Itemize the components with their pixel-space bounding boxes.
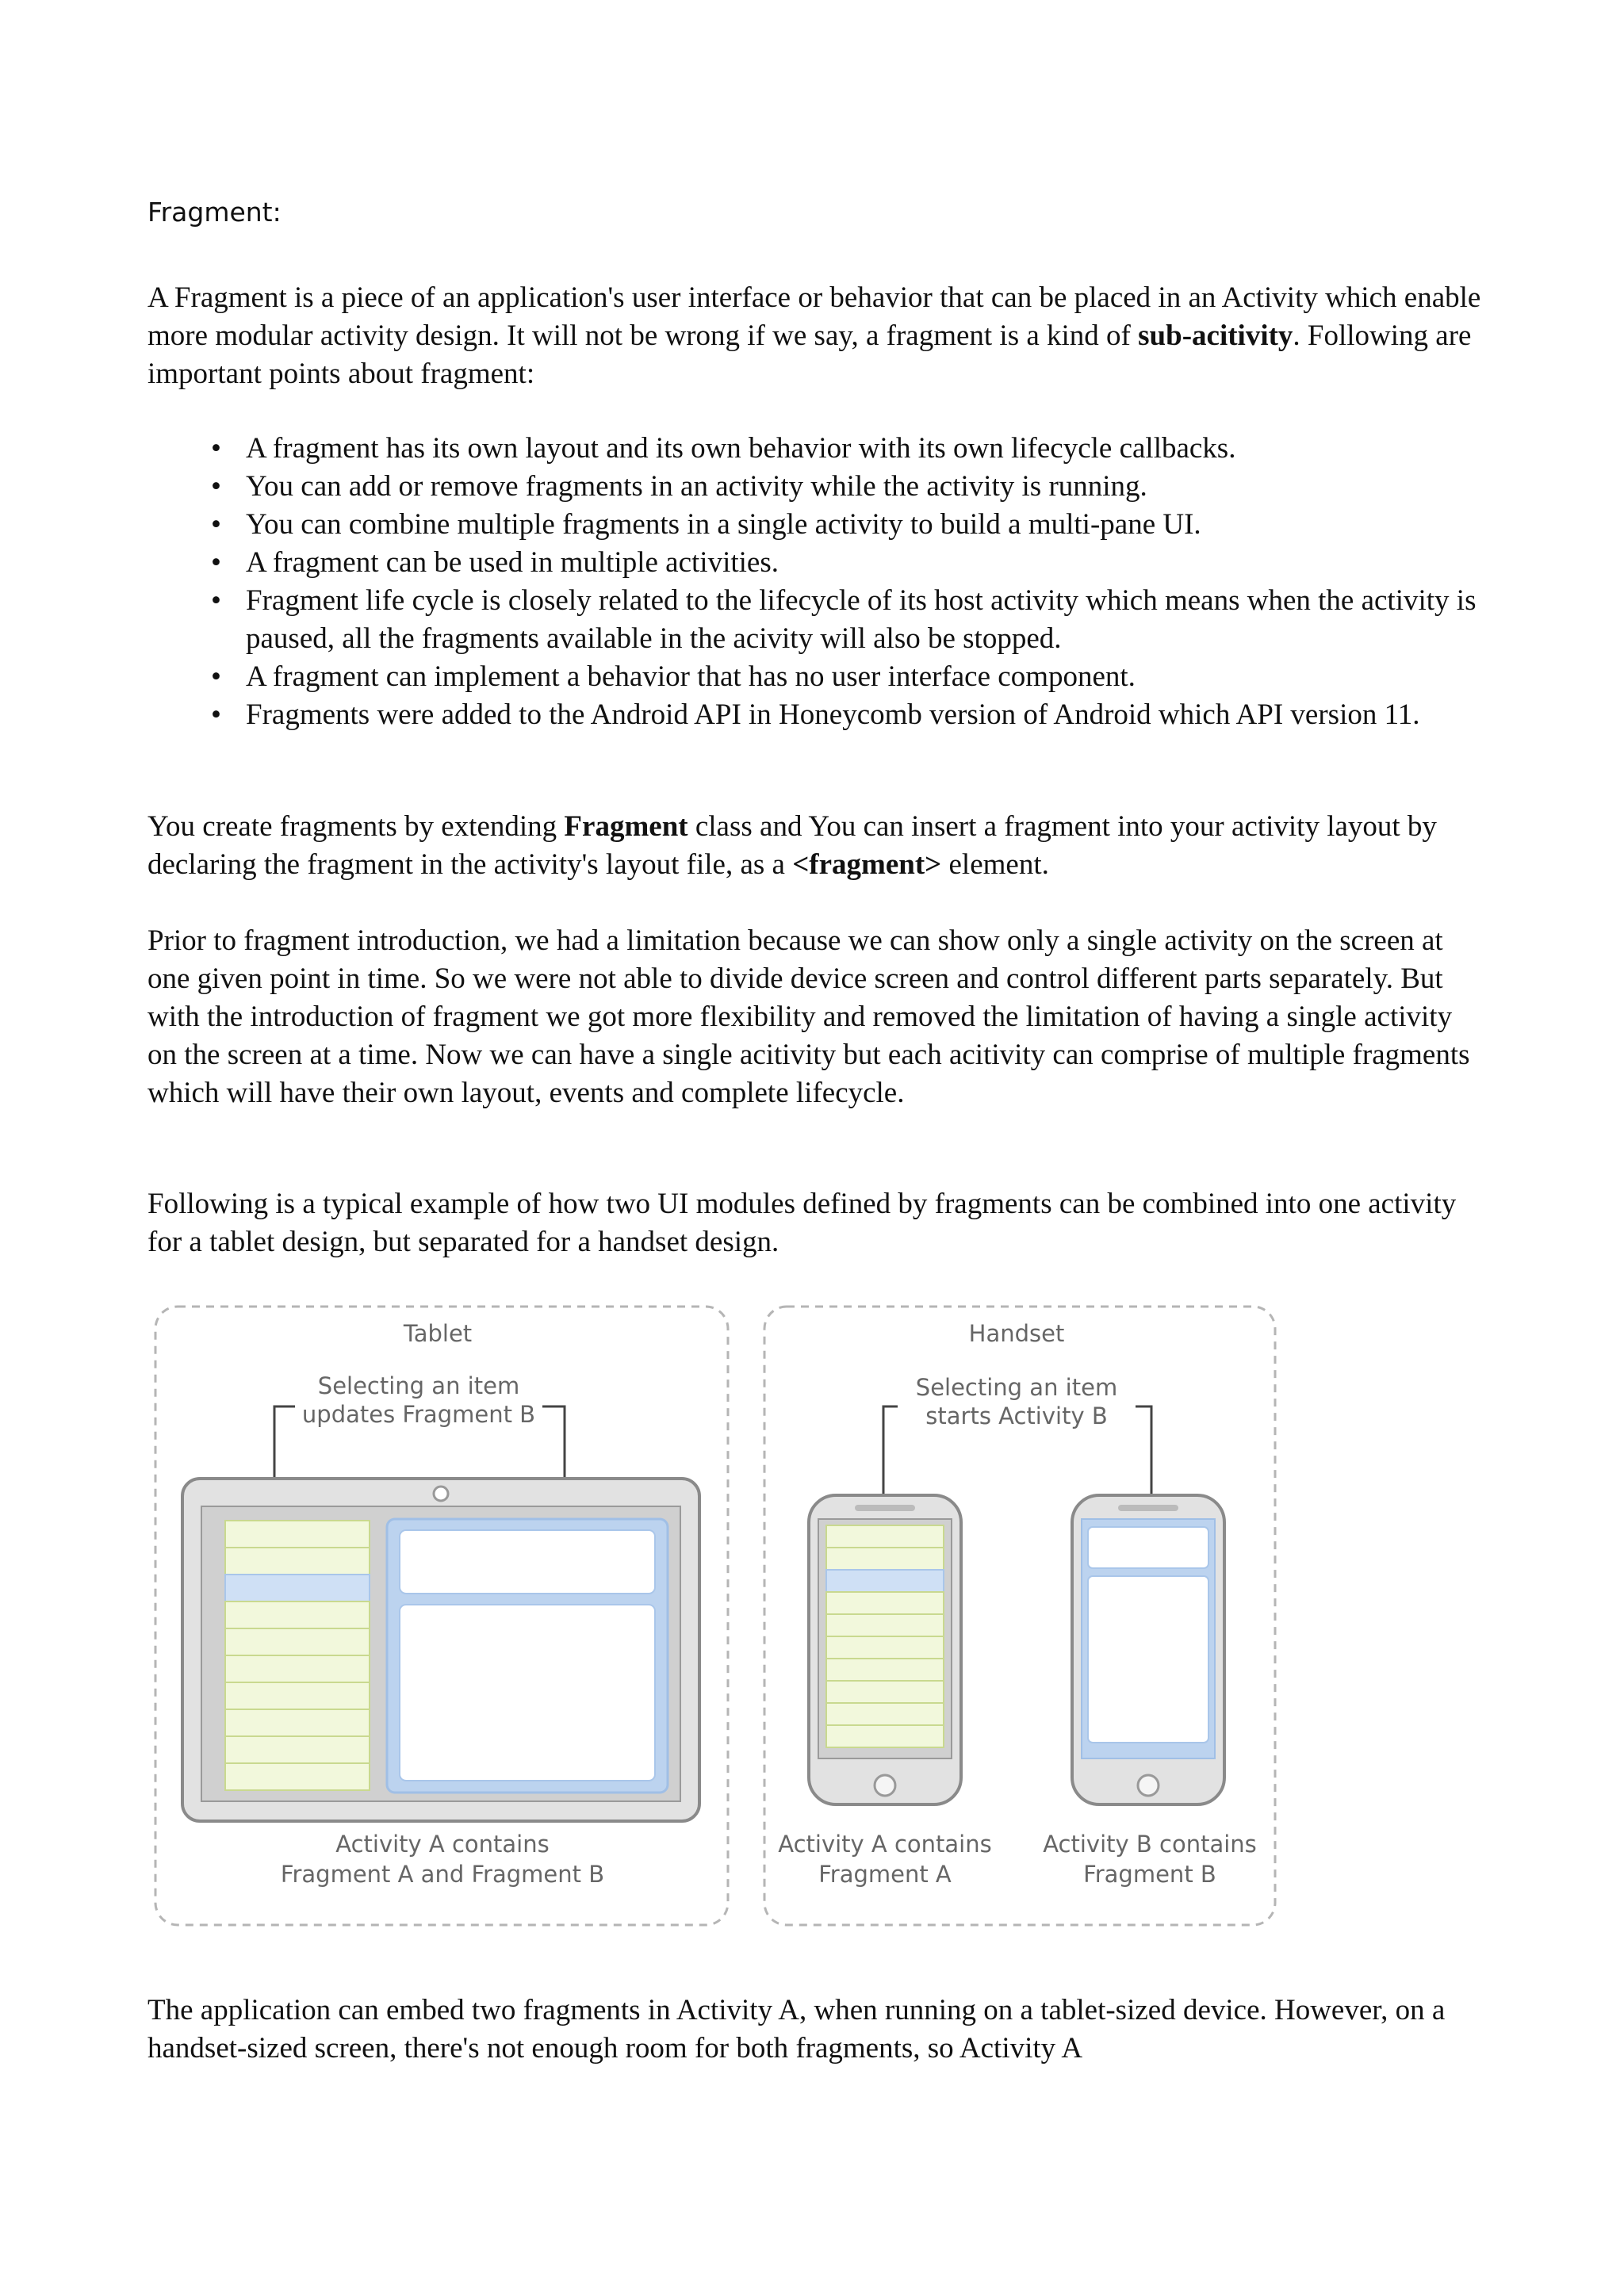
intro-paragraph: [147, 279, 1484, 393]
create-fragments-paragraph: You create fragments by extending Fragment class and You can insert a fragment into your activity layout by declaring the fragment in the activity's layout file, as a <fragment> element.: [147, 810, 1437, 881]
bullet-icon: •: [211, 546, 221, 579]
tablet-handset-diagram: [147, 1300, 1289, 1934]
handset-note-line2: starts Activity B: [925, 1402, 1108, 1429]
tablet-camera-icon: [434, 1487, 448, 1501]
intro-text: A Fragment is a piece of an application's user interface or behavior that can be placed in an Activity which enable more modular activity design. It will not be wrong if we say, a fragment is a kind of: [147, 281, 1481, 352]
phone-b-home-button-icon: [1138, 1775, 1159, 1796]
handset-device-a: [809, 1495, 961, 1804]
list-row: [826, 1681, 944, 1703]
bullet-icon: •: [211, 470, 221, 503]
list-item: • You can combine multiple fragments in a single activity to build a multi-pane UI.: [147, 506, 1484, 544]
tablet-device: [182, 1479, 699, 1821]
fragment-class-term: Fragment: [564, 810, 688, 843]
list-row: [225, 1655, 370, 1682]
tablet-fragment-b-body: [400, 1605, 655, 1781]
list-row-selected: [225, 1575, 370, 1601]
list-row: [225, 1736, 370, 1763]
list-row: [225, 1682, 370, 1709]
phone-b-fragment-b-body: [1088, 1576, 1208, 1743]
list-row: [225, 1763, 370, 1790]
bullet-icon: •: [211, 698, 221, 731]
intro-text-end: . Following are important points about fragment:: [147, 320, 1472, 390]
page-title: Fragment:: [147, 197, 282, 228]
list-row: [826, 1703, 944, 1725]
list-row: [826, 1725, 944, 1747]
list-item: • A fragment has its own layout and its own behavior with its own lifecycle callbacks.: [147, 430, 1484, 468]
fragment-element-term: <fragment>: [792, 848, 942, 881]
closing-paragraph: The application can embed two fragments in Activity A, when running on a tablet-sized device. However, on a handset-sized screen, there's not enough room for both fragments, so Activity A: [147, 1994, 1446, 2064]
handset-title: Handset: [968, 1320, 1065, 1347]
list-row: [225, 1628, 370, 1655]
list-row-selected: [826, 1570, 944, 1592]
phone-a-fragment-a-list: [826, 1525, 944, 1747]
bullet-icon: •: [211, 584, 221, 617]
example-paragraph: Following is a typical example of how two UI modules defined by fragments can be combined into one activity for a tablet design, but separated for a handset design.: [147, 1188, 1457, 1258]
list-item: • A fragment can be used in multiple activities.: [147, 544, 1484, 582]
list-row: [225, 1548, 370, 1575]
phone-b-fragment-b-header: [1088, 1527, 1208, 1568]
list-item: • You can add or remove fragments in an activity while the activity is running.: [147, 468, 1484, 506]
list-item: • A fragment can implement a behavior that has no user interface component.: [147, 658, 1484, 696]
handset-device-b: [1072, 1495, 1224, 1804]
list-row: [826, 1525, 944, 1548]
intro-bold-term: sub-acitivity: [1138, 320, 1293, 352]
list-row: [225, 1601, 370, 1628]
fragment-points-list: [147, 430, 1484, 734]
phone-a-home-button-icon: [875, 1775, 895, 1796]
bullet-icon: •: [211, 432, 221, 465]
phone-a-speaker-icon: [855, 1505, 915, 1511]
list-item: • Fragments were added to the Android API in Honeycomb version of Android which API version 11.: [147, 696, 1484, 734]
list-item: • Fragment life cycle is closely related to the lifecycle of its host activity which means when the activity is paused, all the fragments available in the acivity will also be stopped.: [147, 582, 1484, 658]
prior-paragraph: Prior to fragment introduction, we had a limitation because we can show only a single activity on the screen at one given point in time. So we were not able to divide device screen and control different parts separately. But with the introduction of fragment we got more flexibility and removed the limitation of having a single activity on the screen at a time. Now we can have a single acitivity but each acitivity can comprise of multiple fragments which will have their own layout, events and complete lifecycle.: [147, 924, 1470, 1109]
tablet-fragment-a-list: [225, 1521, 370, 1790]
tablet-note-line2: updates Fragment B: [301, 1401, 536, 1428]
tablet-caption-line1: Activity A contains: [335, 1831, 550, 1858]
handset-a-caption-line1: Activity A contains: [778, 1831, 992, 1858]
list-row: [225, 1709, 370, 1736]
phone-b-speaker-icon: [1118, 1505, 1178, 1511]
tablet-note-line1: Selecting an item: [317, 1372, 520, 1399]
tablet-title: Tablet: [403, 1320, 473, 1347]
list-row: [826, 1592, 944, 1614]
list-row: [225, 1521, 370, 1548]
tablet-caption-line2: Fragment A and Fragment B: [280, 1861, 605, 1888]
tablet-fragment-b-header: [400, 1530, 655, 1594]
list-row: [826, 1659, 944, 1681]
handset-note-line1: Selecting an item: [915, 1374, 1118, 1401]
bullet-icon: •: [211, 508, 221, 541]
list-row: [826, 1636, 944, 1659]
handset-b-caption-line1: Activity B contains: [1043, 1831, 1257, 1858]
handset-b-caption-line2: Fragment B: [1083, 1861, 1216, 1888]
bullet-icon: •: [211, 660, 221, 693]
handset-a-caption-line2: Fragment A: [818, 1861, 952, 1888]
list-row: [826, 1614, 944, 1636]
list-row: [826, 1548, 944, 1570]
